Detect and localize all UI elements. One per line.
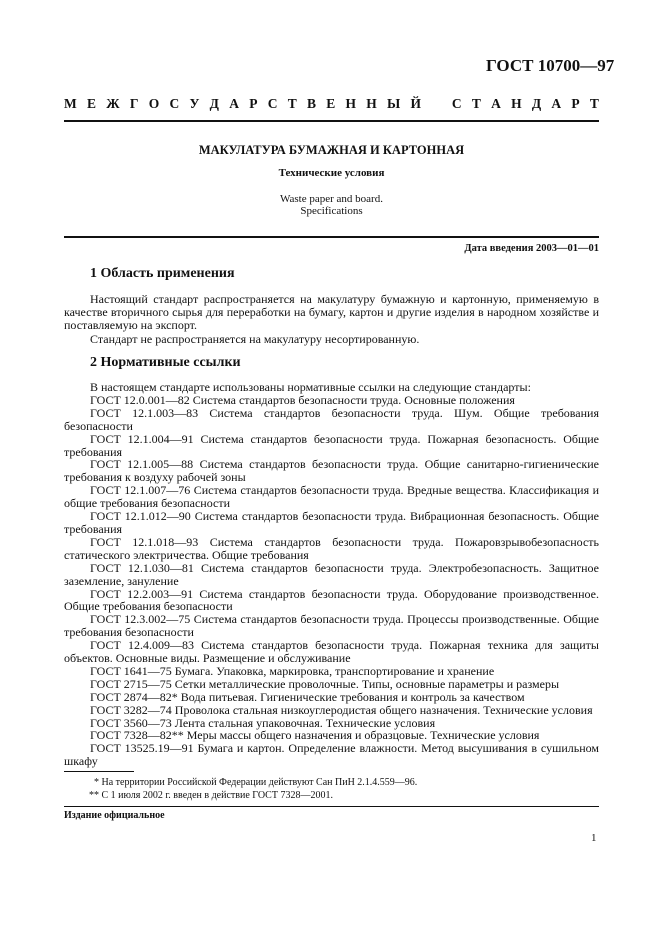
reference-item: ГОСТ 7328—82** Меры массы общего назначения и образцовые. Технические условия [90,728,540,743]
banner-letter: Н [345,96,357,111]
banner-letter: Р [249,96,258,111]
banner-letter: Р [571,96,580,111]
reference-item: ГОСТ 12.1.004—91 Система стандартов безопасности труда. Пожарная безопасность. Общие требования [64,431,599,459]
banner-letter: Д [209,96,219,111]
edition-label: Издание официальное [64,810,165,821]
banner-letter: М [64,96,77,111]
reference-item: ГОСТ 2715—75 Сетки металлические проволочные. Типы, основные параметры и размеры [90,676,560,691]
banner-letter: Н [366,96,377,111]
interstate-standard-banner [64,96,599,112]
section1-paragraph2: Стандарт не распространяется на макулатуру несортированную. [90,332,420,346]
banner-letter: Д [531,96,542,111]
footnote-2: ** С 1 июля 2002 г. введен в действие ГОСТ 7328—2001. [89,790,333,801]
footnote-divider [64,771,134,772]
english-title [64,193,599,217]
banner-letter: Ж [106,96,120,111]
banner-letter: С [267,96,278,111]
footer-divider [64,806,599,807]
banner-letter: Ы [387,96,401,111]
banner-letter: У [189,96,200,111]
banner-letter: Т [287,96,297,111]
references-intro: В настоящем стандарте использованы нормативные ссылки на следующие стандарты: [90,380,531,394]
banner-letter: А [491,96,501,111]
reference-item: ГОСТ 12.1.030—81 Система стандартов безопасности труда. Электробезопасность. Защитное заземление, зануление [64,560,599,588]
reference-item: ГОСТ 12.3.002—75 Система стандартов безопасности труда. Процессы производственные. Общие требования безопасности [64,612,599,640]
reference-item: ГОСТ 12.2.003—91 Система стандартов безопасности труда. Оборудование производственное. Общие требования безопасности [64,586,599,614]
section1-heading: 1 Область применения [90,266,235,281]
intro-date: Дата введения 2003—01—01 [464,243,599,254]
reference-item: ГОСТ 1641—75 Бумага. Упаковка, маркировка, транспортирование и хранение [90,663,495,678]
banner-letter: С [169,96,180,111]
document-title: МАКУЛАТУРА БУМАЖНАЯ И КАРТОННАЯ [198,143,465,157]
banner-letter: Е [326,96,336,111]
banner-letter: Г [129,96,139,111]
banner-letter: О [148,96,160,111]
banner-letter: А [229,96,239,111]
reference-item: ГОСТ 12.1.005—88 Система стандартов безопасности труда. Общие санитарно-гигиенические требования к воздуху рабочей зоны [64,457,599,485]
reference-item: ГОСТ 12.4.009—83 Система стандартов безопасности труда. Пожарная техника для защиты объектов. Основные виды. Размещение и обслуживание [64,638,599,666]
banner-letter: Н [511,96,522,111]
banner-letter: Т [471,96,481,111]
banner-letter: В [306,96,316,111]
footnote-1: * На территории Российской Федерации действуют Сан ПиН 2.1.4.559—96. [94,777,418,788]
reference-item: ГОСТ 3560—73 Лента стальная упаковочная. Технические условия [90,715,436,730]
banner-letter: С [451,96,462,111]
reference-item: ГОСТ 2874—82* Вода питьевая. Гигиенические требования и контроль за качеством [90,689,525,704]
reference-item: ГОСТ 12.1.018—93 Система стандартов безопасности труда. Пожаровзрывобезопасность статического электричества. Общие требования [64,534,599,562]
references-list [64,381,599,768]
banner-letter: Е [87,96,97,111]
reference-item: ГОСТ 3282—74 Проволока стальная низкоуглеродистая общего назначения. Технические условия [90,702,593,717]
english-title-line2: Specifications [300,205,363,217]
reference-item: ГОСТ 12.1.003—83 Система стандартов безопасности труда. Шум. Общие требования безопасности [64,405,599,433]
top-divider [64,120,599,122]
page-number: 1 [591,832,597,844]
title-divider [64,236,599,238]
reference-item: ГОСТ 12.1.012—90 Система стандартов безопасности труда. Вибрационная безопасность. Общие требования [64,509,599,536]
banner-letter: А [551,96,562,111]
reference-item: ГОСТ 13525.19—91 Бумага и картон. Определение влажности. Метод высушивания в сушильном шкафу [64,741,599,769]
gost-number: ГОСТ 10700—97 [486,56,615,75]
banner-letter: Й [410,96,422,111]
banner-letter: Т [589,96,599,111]
reference-item: ГОСТ 12.0.001—82 Система стандартов безопасности труда. Основные положения [90,392,515,407]
english-title-line1: Waste paper and board. [280,193,383,205]
section1-paragraph1: Настоящий стандарт распространяется на макулатуру бумажную и картонную, применяемую в качестве вторичного сырья для переработки на бумагу, картон и другие изделия в народном хозяйстве и поставляемую на экспорт. [64,292,599,332]
section2-heading: 2 Нормативные ссылки [90,355,241,370]
reference-item: ГОСТ 12.1.007—76 Система стандартов безопасности труда. Вредные вещества. Классификация и общие требования безопасности [64,483,599,511]
document-subtitle: Технические условия [278,167,385,179]
